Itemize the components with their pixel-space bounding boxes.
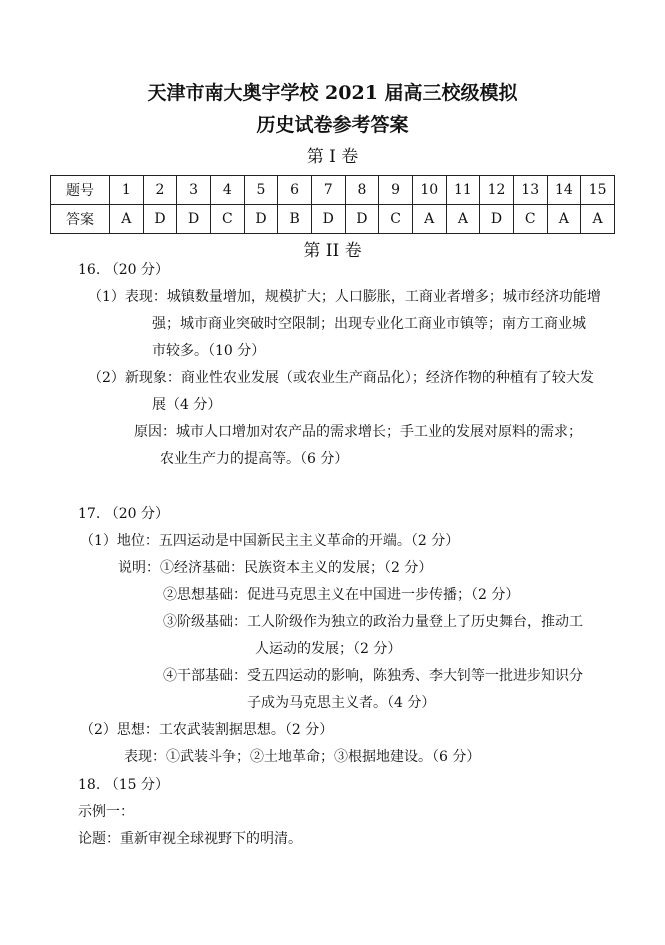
volume-2-heading: 第 II 卷 xyxy=(303,241,362,261)
q17-answer-line: 人运动的发展；（2 分） xyxy=(255,641,402,657)
row-label-answer: 答案 xyxy=(51,205,110,234)
exam-title: 天津市南大奥宇学校 2021 届高三校级模拟 xyxy=(147,82,518,104)
answer-cell: D xyxy=(345,205,379,234)
answer-row xyxy=(51,205,615,234)
q17-heading: 17. （20 分） xyxy=(78,506,169,522)
q16-answer-line: （1）表现：城镇数量增加，规模扩大；人口膨胀，工商业者增多；城市经济功能增 xyxy=(88,289,601,305)
question-number: 6 xyxy=(278,176,312,205)
volume-1-heading: 第 I 卷 xyxy=(306,147,359,167)
question-number: 11 xyxy=(446,176,480,205)
question-number: 5 xyxy=(244,176,278,205)
question-number: 8 xyxy=(345,176,379,205)
answer-cell: B xyxy=(278,205,312,234)
question-number: 7 xyxy=(311,176,345,205)
q17-answer-line: ②思想基础：促进马克思主义在中国进一步传播；（2 分） xyxy=(163,587,520,603)
q16-heading: 16. （20 分） xyxy=(78,262,169,278)
answer-cell: C xyxy=(513,205,547,234)
q18-heading: 18. （15 分） xyxy=(78,777,169,793)
q18-example-label: 示例一： xyxy=(78,804,134,820)
question-number: 9 xyxy=(379,176,413,205)
answer-cell: A xyxy=(446,205,480,234)
q16-answer-line: （2）新现象：商业性农业发展（或农业生产商品化）；经济作物的种植有了较大发 xyxy=(88,370,594,386)
question-number: 15 xyxy=(581,176,615,205)
answer-cell: D xyxy=(244,205,278,234)
question-number: 4 xyxy=(210,176,244,205)
q17-answer-line: 说明：①经济基础：民族资本主义的发展；（2 分） xyxy=(118,560,433,576)
answer-cell: A xyxy=(110,205,144,234)
question-number: 1 xyxy=(110,176,144,205)
answer-cell: A xyxy=(581,205,615,234)
question-number: 10 xyxy=(412,176,446,205)
q17-answer-line: 表现：①武装斗争；②土地革命；③根据地建设。（6 分） xyxy=(124,749,481,765)
question-number: 14 xyxy=(547,176,581,205)
question-number: 13 xyxy=(513,176,547,205)
answer-cell: D xyxy=(143,205,177,234)
q16-answer-line: 市较多。（10 分） xyxy=(152,343,266,359)
q16-answer-line: 农业生产力的提高等。（6 分） xyxy=(160,451,349,467)
q16-answer-line: 原因：城市人口增加对农产品的需求增长；手工业的发展对原料的需求； xyxy=(134,424,582,440)
answer-cell: D xyxy=(177,205,211,234)
answer-cell: C xyxy=(379,205,413,234)
exam-subtitle: 历史试卷参考答案 xyxy=(256,114,409,136)
answer-cell: D xyxy=(311,205,345,234)
answer-cell: D xyxy=(480,205,514,234)
q17-answer-line: （1）地位：五四运动是中国新民主主义革命的开端。（2 分） xyxy=(80,533,460,549)
row-label-number: 题号 xyxy=(51,176,110,205)
answer-cell: A xyxy=(412,205,446,234)
q17-answer-line: （2）思想：工农武装割据思想。（2 分） xyxy=(80,722,334,738)
question-number: 2 xyxy=(143,176,177,205)
question-number: 12 xyxy=(480,176,514,205)
q18-thesis: 论题：重新审视全球视野下的明清。 xyxy=(78,831,302,847)
answer-cell: C xyxy=(210,205,244,234)
question-number-row xyxy=(51,176,615,205)
answer-table xyxy=(50,175,615,234)
q17-answer-line: ③阶级基础：工人阶级作为独立的政治力量登上了历史舞台，推动工 xyxy=(163,614,583,630)
q17-answer-line: 子成为马克思主义者。（4 分） xyxy=(247,695,436,711)
question-number: 3 xyxy=(177,176,211,205)
q17-answer-line: ④干部基础：受五四运动的影响，陈独秀、李大钊等一批进步知识分 xyxy=(163,668,583,684)
answer-cell: A xyxy=(547,205,581,234)
q16-answer-line: 强；城市商业突破时空限制；出现专业化工商业市镇等；南方工商业城 xyxy=(152,316,586,332)
q16-answer-line: 展（4 分） xyxy=(152,397,222,413)
